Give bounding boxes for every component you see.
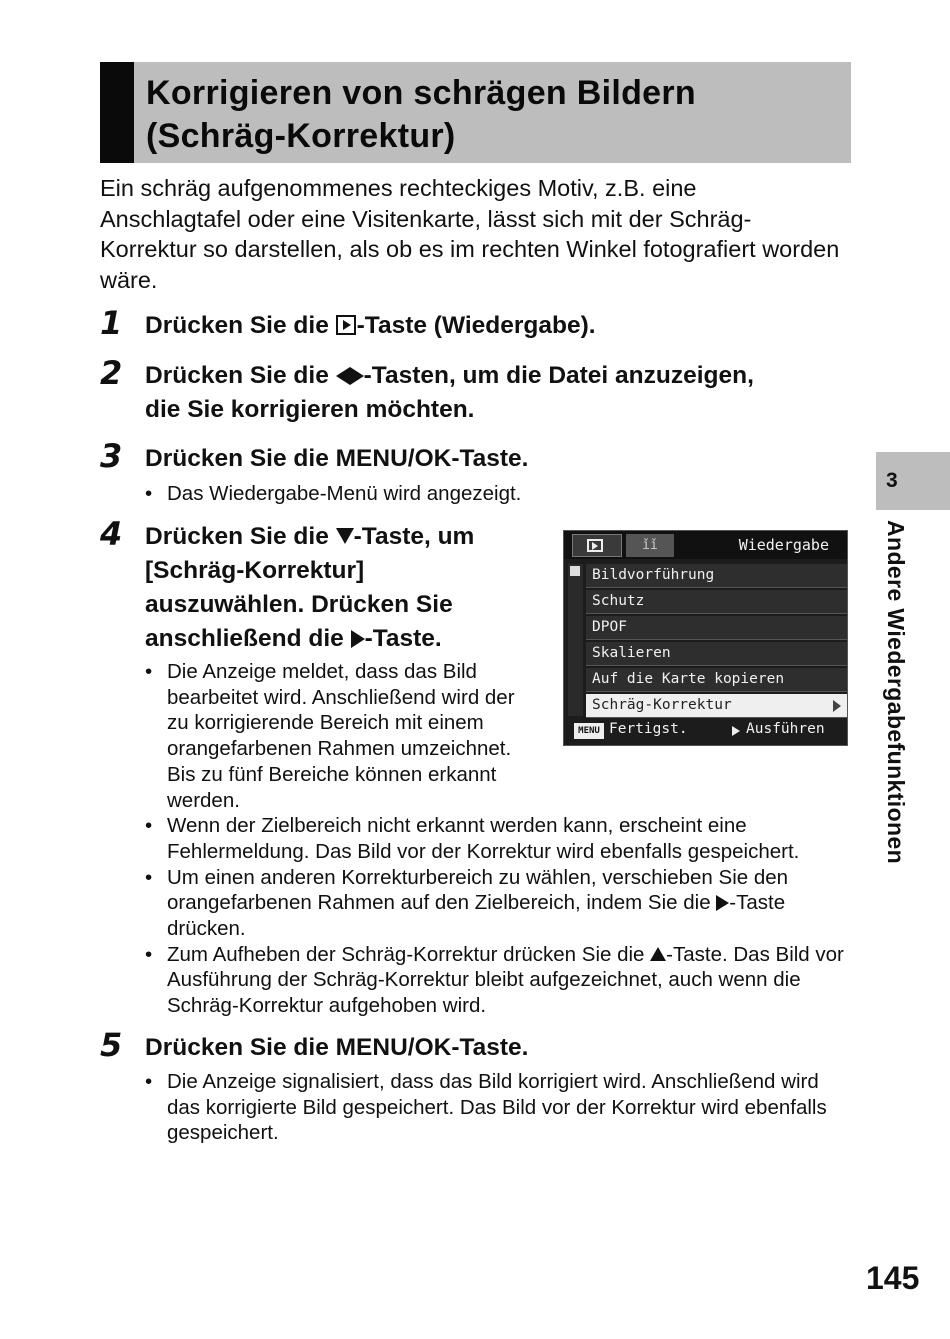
menu-item-skalieren: Skalieren xyxy=(586,642,847,666)
step-1-pre: Drücken Sie die xyxy=(145,312,336,339)
bullet-dot: • xyxy=(145,660,153,683)
screen-footer xyxy=(564,719,847,745)
list-item: • Wenn der Zielbereich nicht erkannt werden kann, erscheint eine Fehlermeldung. Das Bild vor der Korrektur wird ebenfalls gespeichert. xyxy=(145,814,800,863)
step-3-text: Drücken Sie die MENU/OK-Taste. xyxy=(145,445,529,472)
play-icon xyxy=(336,315,356,335)
bullet-dot: • xyxy=(145,482,153,505)
bullet-dot: • xyxy=(145,942,153,966)
right-arrow-icon xyxy=(716,895,729,911)
page-title xyxy=(146,72,836,158)
bullet-dot: • xyxy=(145,865,153,889)
menu-key-icon: MENU xyxy=(574,723,604,739)
screen-menu-list xyxy=(586,564,847,720)
step-3-number: 3 xyxy=(100,437,123,475)
chapter-label: Andere Wiedergabefunktionen xyxy=(883,520,909,865)
right-arrow-icon xyxy=(732,726,740,736)
step-2-number: 2 xyxy=(100,354,123,392)
step-5-number: 5 xyxy=(100,1026,123,1064)
step-1-post: -Taste (Wiedergabe). xyxy=(356,312,596,339)
down-arrow-icon xyxy=(336,528,354,544)
chapter-number: 3 xyxy=(886,469,898,492)
menu-item-bildvorfuehrung: Bildvorführung xyxy=(586,564,847,588)
list-item: • Das Wiedergabe-Menü wird angezeigt. xyxy=(145,482,522,505)
step-4-text: Drücken Sie die -Taste, um [Schräg-Korrektur] auszuwählen. Drücken Sie anschließend die -Taste. xyxy=(145,520,545,656)
bullet-dot: • xyxy=(145,814,153,838)
list-item: • Um einen anderen Korrekturbereich zu wählen, verschieben Sie den orangefarbenen Rahmen auf den Zielbereich, indem Sie die -Taste drücken. xyxy=(145,865,789,941)
menu-item-dpof: DPOF xyxy=(586,616,847,640)
camera-menu-screenshot xyxy=(563,530,848,746)
intro-paragraph: Ein schräg aufgenommenes rechteckiges Motiv, z.B. eine Anschlagtafel oder eine Visitenkarte, lässt sich mit der Schräg-Korrektur so darstellen, als ob es im rechten Winkel fotografiert worden wäre. xyxy=(100,175,840,293)
step-5-text: Drücken Sie die MENU/OK-Taste. xyxy=(145,1034,529,1061)
playback-tab xyxy=(572,534,622,557)
step-2-line-2: die Sie korrigieren möchten. xyxy=(145,396,475,423)
submenu-arrow-icon xyxy=(833,700,841,712)
step-2-pre: Drücken Sie die xyxy=(145,362,336,389)
step-2-text xyxy=(145,359,845,427)
bullet-dot: • xyxy=(145,1070,153,1093)
up-arrow-icon xyxy=(650,947,666,961)
screen-title: Wiedergabe xyxy=(738,536,829,554)
list-item: • Die Anzeige meldet, dass das Bild bearbeitet wird. Anschließend wird der zu korrigierende Bereich mit einem orangefarbenen Rahmen umzeichnet. Bis zu fünf Bereiche können erkannt werden. xyxy=(145,660,515,812)
right-arrow-icon xyxy=(351,630,365,648)
screen-header xyxy=(564,531,847,559)
step-4-line-3: auszuwählen. Drücken Sie xyxy=(145,591,453,618)
page-number: 145 xyxy=(866,1260,920,1296)
menu-item-schutz: Schutz xyxy=(586,590,847,614)
title-line-2: (Schräg-Korrektur) xyxy=(146,117,456,155)
step-1-number: 1 xyxy=(100,304,123,342)
screen-scrollbar xyxy=(568,564,583,716)
title-line-1: Korrigieren von schrägen Bildern xyxy=(146,74,696,112)
list-item: • Zum Aufheben der Schräg-Korrektur drücken Sie die -Taste. Das Bild vor Ausführung der Schräg-Korrektur bleibt aufgezeichnet, auch wenn die Schräg-Korrektur aufgehoben wird. xyxy=(145,942,844,1018)
menu-item-schraeg-korrektur: Schräg-Korrektur xyxy=(586,694,847,718)
left-right-arrow-icon xyxy=(336,362,364,389)
list-item: • Die Anzeige signalisiert, dass das Bild korrigiert wird. Anschließend wird das korrigierte Bild gespeichert. Das Bild vor der Korrektur wird ebenfalls gespeichert. xyxy=(145,1070,827,1145)
step-1-text xyxy=(145,309,596,343)
menu-item-karte-kopieren: Auf die Karte kopieren xyxy=(586,668,847,692)
step-3-bullets xyxy=(145,481,845,507)
scrollbar-thumb xyxy=(570,566,580,576)
chapter-tab xyxy=(876,452,950,510)
play-icon xyxy=(587,539,603,552)
step-5-bullets xyxy=(145,1069,850,1146)
title-accent-bar xyxy=(100,62,134,163)
step-4-line-2: [Schräg-Korrektur] xyxy=(145,557,365,584)
setup-tab-wrench-icon: ǐǐ xyxy=(626,534,674,557)
section-title-box xyxy=(100,62,851,163)
step-2-post: -Tasten, um die Datei anzuzeigen, xyxy=(363,362,754,389)
footer-finish-label: Fertigst. xyxy=(609,721,688,737)
footer-execute-label: Ausführen xyxy=(746,721,825,737)
step-4-number: 4 xyxy=(100,515,123,553)
